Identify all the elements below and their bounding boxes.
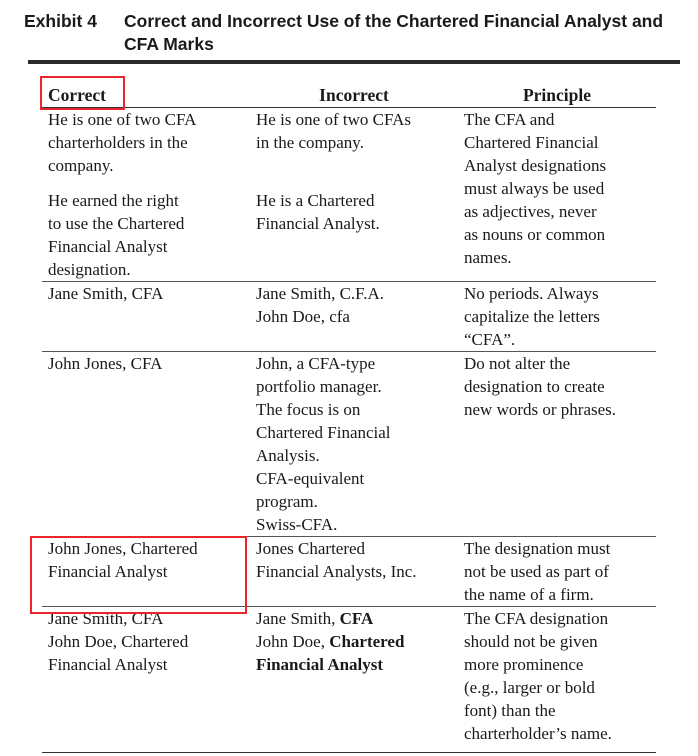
cell-line: as nouns or common (464, 225, 606, 244)
cell-line: John Doe, Chartered (48, 632, 189, 651)
cell-line: Swiss-CFA. (256, 515, 338, 534)
top-rule (28, 60, 680, 64)
cell-line (256, 607, 452, 630)
cell-line: portfolio manager. (256, 377, 382, 396)
cell-line: not be used as part of (464, 562, 609, 581)
cell-principle (458, 607, 656, 746)
cell-line: names. (464, 248, 512, 267)
cell-line: Financial Analyst. (256, 214, 380, 233)
cell-line: No periods. Always (464, 284, 599, 303)
cell-line: John Jones, Chartered (48, 539, 198, 558)
cell-line: John, a CFA-type (256, 354, 376, 373)
cell-incorrect (250, 352, 458, 537)
cell-line: Jane Smith, C.F.A. (256, 284, 385, 303)
column-header-principle: Principle (458, 84, 656, 108)
exhibit-title-line: CFA Marks (124, 34, 214, 54)
cell-incorrect (250, 607, 458, 746)
cell-principle (458, 352, 656, 537)
cell-line: Analysis. (256, 446, 320, 465)
bold-text: Chartered (329, 632, 405, 651)
table-row (42, 607, 656, 746)
cell-incorrect (250, 537, 458, 607)
cell-principle (458, 282, 656, 352)
cell-line: company. (48, 156, 114, 175)
cell-line: Analyst designations (464, 156, 607, 175)
cell-line: Financial Analysts, Inc. (256, 562, 417, 581)
cell-line: (e.g., larger or bold (464, 678, 595, 697)
cell-line: the name of a firm. (464, 585, 594, 604)
cell-line: He earned the right (48, 191, 179, 210)
cell-line: The CFA and (464, 110, 555, 129)
cell-line: must always be used (464, 179, 605, 198)
cell-line: Chartered Financial (256, 423, 391, 442)
cell-principle (458, 108, 656, 282)
cfa-marks-table (42, 84, 656, 745)
cell-correct (42, 537, 250, 607)
table-row (42, 282, 656, 352)
cell-line: He is one of two CFA (48, 110, 197, 129)
cell-line: font) than the (464, 701, 556, 720)
cell-line: in the company. (256, 133, 364, 152)
cell-line: as adjectives, never (464, 202, 597, 221)
cell-line: He is one of two CFAs (256, 110, 412, 129)
cell-line: designation. (48, 260, 131, 279)
cell-line: Financial Analyst (48, 562, 168, 581)
cell-line: charterholder’s name. (464, 724, 612, 743)
cell-line: program. (256, 492, 318, 511)
cell-principle (458, 537, 656, 607)
cell-correct (42, 282, 250, 352)
cell-line: The CFA designation (464, 609, 609, 628)
cell-line: more prominence (464, 655, 584, 674)
column-header-correct: Correct (42, 84, 250, 108)
cell-line: The focus is on (256, 400, 361, 419)
table-row (42, 537, 656, 607)
cell-line: CFA-equivalent (256, 469, 365, 488)
cell-line: to use the Chartered (48, 214, 185, 233)
cell-correct (42, 352, 250, 537)
cell-line: Jane Smith, CFA (48, 609, 164, 628)
cell-line: “CFA”. (464, 330, 516, 349)
cell-line (256, 630, 452, 653)
cell-line: capitalize the letters (464, 307, 600, 326)
cell-line: Jane Smith, CFA (48, 284, 164, 303)
bottom-rule (42, 752, 656, 753)
cell-line: Chartered Financial (464, 133, 599, 152)
cell-line: John Doe, cfa (256, 307, 350, 326)
cell-correct (42, 108, 250, 282)
cell-line: Financial Analyst (256, 655, 384, 674)
plain-text: John Doe, (256, 632, 330, 651)
cell-line: Do not alter the (464, 354, 571, 373)
exhibit-title (124, 10, 684, 56)
table-header-row (42, 84, 656, 108)
cell-line: new words or phrases. (464, 400, 617, 419)
bold-text: CFA (339, 609, 374, 628)
table-row (42, 108, 656, 282)
cell-correct (42, 607, 250, 746)
exhibit-title-line: Correct and Incorrect Use of the Chartered Financial Analyst and (124, 11, 664, 31)
column-header-incorrect: Incorrect (250, 84, 458, 108)
cell-line: should not be given (464, 632, 598, 651)
cell-line: John Jones, CFA (48, 354, 163, 373)
cell-incorrect (250, 282, 458, 352)
cell-line: He is a Chartered (256, 191, 375, 210)
cell-line: Jones Chartered (256, 539, 366, 558)
cell-line: charterholders in the (48, 133, 188, 152)
table-row (42, 352, 656, 537)
cell-incorrect (250, 108, 458, 282)
plain-text: Jane Smith, (256, 609, 340, 628)
cell-line: The designation must (464, 539, 611, 558)
cell-line: Financial Analyst (48, 655, 168, 674)
cell-line: Financial Analyst (48, 237, 168, 256)
cell-line: designation to create (464, 377, 605, 396)
exhibit-label: Exhibit 4 (24, 11, 97, 31)
